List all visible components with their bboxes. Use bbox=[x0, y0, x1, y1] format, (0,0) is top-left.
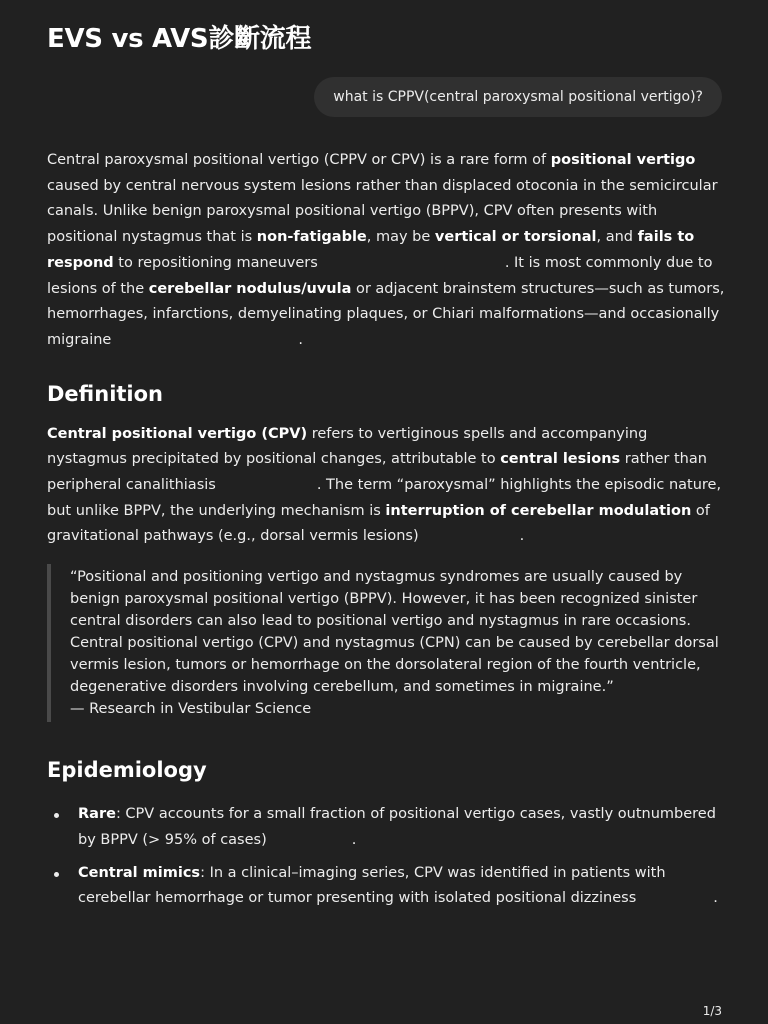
definition-text: of gravitational pathways (e.g., dorsal vermis lesions) bbox=[47, 502, 710, 545]
intro-paragraph bbox=[47, 148, 727, 354]
intro-text: . It is most commonly due to lesions of the bbox=[47, 254, 713, 297]
list-item-bold: Rare bbox=[78, 806, 116, 823]
epidemiology-list bbox=[47, 802, 727, 912]
list-item-bold: Central mimics bbox=[78, 864, 201, 881]
intro-text: . bbox=[298, 331, 303, 348]
list-item bbox=[47, 802, 727, 853]
intro-text: to repositioning maneuvers bbox=[113, 254, 318, 271]
assistant-response bbox=[47, 148, 727, 919]
definition-text: . The term “paroxysmal” highlights the episodic nature, but unlike BPPV, the underlying mechanism is bbox=[47, 477, 722, 519]
definition-text: refers to vertiginous spells and accompanying nystagmus precipitated by positional changes, attributable to bbox=[47, 425, 648, 468]
user-message-bubble: what is CPPV(central paroxysmal positional vertigo)? bbox=[314, 77, 722, 117]
definition-text: rather than peripheral canalithiasis bbox=[47, 451, 707, 494]
citation-chip[interactable] bbox=[111, 333, 298, 347]
quote-source: — Research in Vestibular Science bbox=[70, 701, 312, 718]
quote-text: “Positional and positioning vertigo and nystagmus syndromes are usually caused by benign paroxysmal positional vertigo (BPPV). However, it has been recognized sinister central disorders can also lead to positional vertigo and nystagmus in rare occasions. Central positional vertigo (CPV) and nystagmus (CPN) can be caused by cerebellar dorsal vermis lesion, tumors or hemorrhage on the dorsolateral region of the fourth ventricle, degenerative disorders involving cerebellum, and sometimes in migraine.” bbox=[70, 569, 719, 696]
definition-paragraph bbox=[47, 422, 727, 551]
citation-chip[interactable] bbox=[419, 529, 520, 543]
intro-text: caused by central nervous system lesions rather than displaced otoconia in the semicircular canals. Unlike benign paroxysmal positional vertigo (BPPV), CPV often presents with positional nystagmus that is bbox=[47, 177, 718, 246]
definition-bold: central lesions bbox=[500, 451, 621, 468]
intro-text: or adjacent brainstem structures—such as tumors, hemorrhages, infarctions, demyelinating plaques, or Chiari malformations—and occasionally migraine bbox=[47, 280, 725, 348]
list-item-text: . bbox=[351, 831, 357, 848]
bullet-icon bbox=[54, 813, 59, 818]
intro-text: , may be bbox=[366, 229, 435, 246]
list-item-text: : CPV accounts for a small fraction of positional vertigo cases, vastly outnumbered by BPPV (> 95% of cases) bbox=[78, 806, 716, 848]
list-item-text: . bbox=[713, 890, 718, 907]
citation-chip[interactable] bbox=[318, 256, 505, 270]
citation-chip[interactable] bbox=[636, 891, 713, 905]
intro-bold: fails to respond bbox=[47, 229, 695, 271]
page-title: EVS vs AVS診斷流程 bbox=[47, 24, 312, 54]
definition-bold: Central positional vertigo (CPV) bbox=[47, 425, 308, 442]
list-item bbox=[47, 861, 727, 912]
definition-text: . bbox=[519, 528, 525, 545]
intro-bold: non-fatigable bbox=[256, 229, 367, 246]
intro-text: Central paroxysmal positional vertigo (CPPV or CPV) is a rare form of bbox=[47, 152, 551, 168]
definition-heading: Definition bbox=[47, 381, 164, 406]
intro-text: , and bbox=[596, 229, 638, 246]
list-item-text: : In a clinical–imaging series, CPV was identified in patients with cerebellar hemorrhage or tumor presenting with isolated positional dizziness bbox=[78, 864, 666, 907]
intro-bold: cerebellar nodulus/uvula bbox=[148, 280, 352, 297]
intro-bold: vertical or torsional bbox=[434, 229, 597, 246]
blockquote bbox=[47, 564, 727, 722]
bullet-icon bbox=[54, 872, 59, 877]
citation-chip[interactable] bbox=[216, 478, 317, 492]
citation-chip[interactable] bbox=[267, 833, 352, 847]
epidemiology-heading: Epidemiology bbox=[47, 758, 207, 783]
intro-bold: positional vertigo bbox=[550, 152, 696, 168]
page-counter: 1/3 bbox=[702, 1004, 722, 1018]
definition-bold: interruption of cerebellar modulation bbox=[385, 502, 692, 519]
